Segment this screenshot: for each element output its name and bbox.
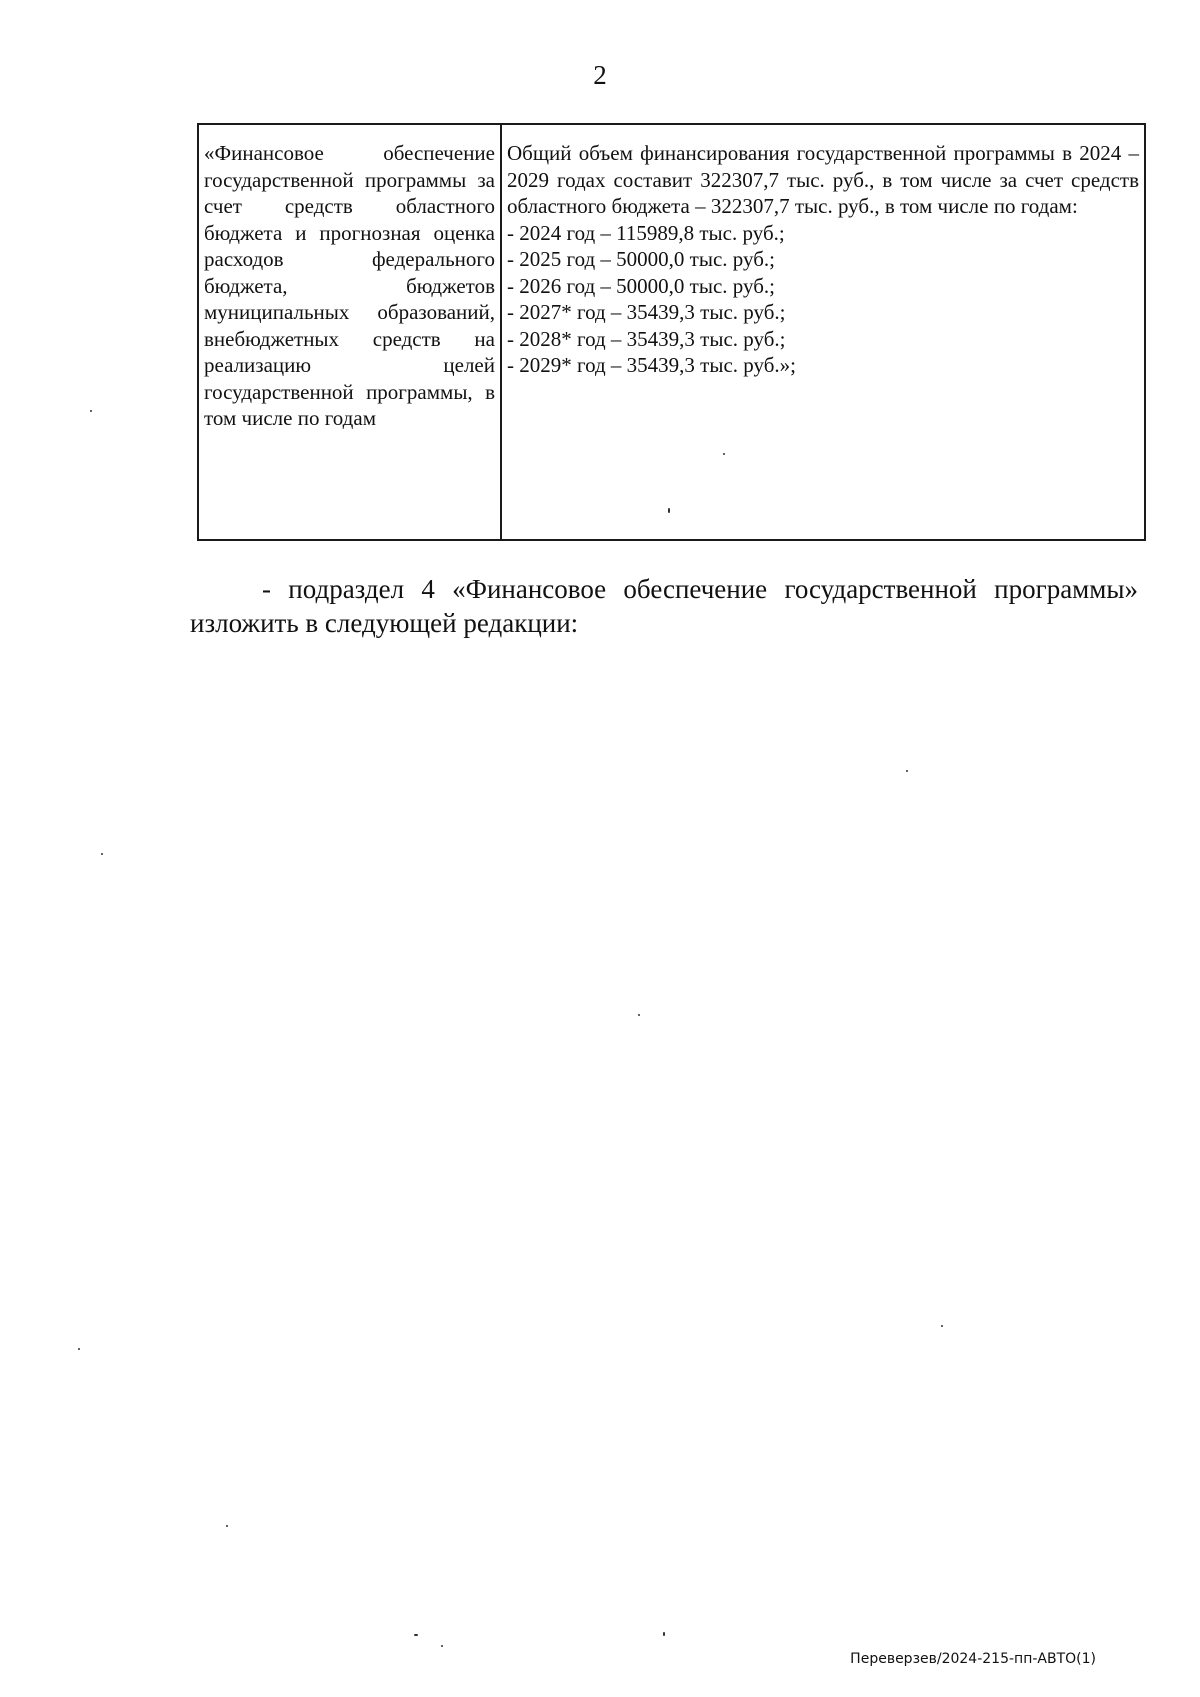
scan-speck: [101, 853, 103, 855]
scan-speck: [441, 1645, 443, 1647]
scan-speck: [414, 1634, 418, 1636]
scan-speck: [906, 770, 908, 772]
instruction-paragraph: - подраздел 4 «Финансовое обеспечение государственной программы» изложить в следующей редакции:: [190, 574, 1138, 638]
financing-summary: Общий объем финансирования государственной программы в 2024 – 2029 годах составит 322307,7 тыс. руб., в том числе за счет средств областного бюджета – 322307,7 тыс. руб., в том числе по годам:: [507, 141, 1139, 218]
year-line-2027: - 2027* год – 35439,3 тыс. руб.;: [507, 300, 786, 324]
year-line-2028: - 2028* год – 35439,3 тыс. руб.;: [507, 326, 786, 351]
year-line-2024: - 2024 год – 115989,8 тыс. руб.;: [507, 220, 785, 245]
scan-speck: [78, 1348, 80, 1350]
financing-table: [197, 123, 1146, 541]
scan-speck: [638, 1014, 640, 1016]
scan-speck: [663, 1632, 665, 1636]
year-line-2026: - 2026 год – 50000,0 тыс. руб.;: [507, 273, 775, 298]
table-row: [198, 124, 1145, 540]
scan-speck: [90, 410, 92, 412]
table-label-cell: «Финансовое обеспечение государственной программы за счет средств областного бюджета и прогнозная оценка расходов федерального бюджета, бюджетов муниципальных образований, внебюджетных средств на реализацию целей государственной программы, в том числе по годам: [198, 124, 501, 540]
scan-speck: [723, 453, 725, 455]
table-value-cell: [501, 124, 1145, 540]
scan-speck: [668, 508, 670, 513]
scan-speck: [941, 1325, 943, 1327]
year-line-2025: - 2025 год – 50000,0 тыс. руб.;: [507, 247, 775, 271]
scan-speck: [226, 1525, 228, 1527]
document-code: Переверзев/2024-215-пп-АВТО(1): [850, 1651, 1096, 1667]
page-number: 2: [593, 60, 607, 90]
year-line-2029: - 2029* год – 35439,3 тыс. руб.»;: [507, 353, 796, 377]
